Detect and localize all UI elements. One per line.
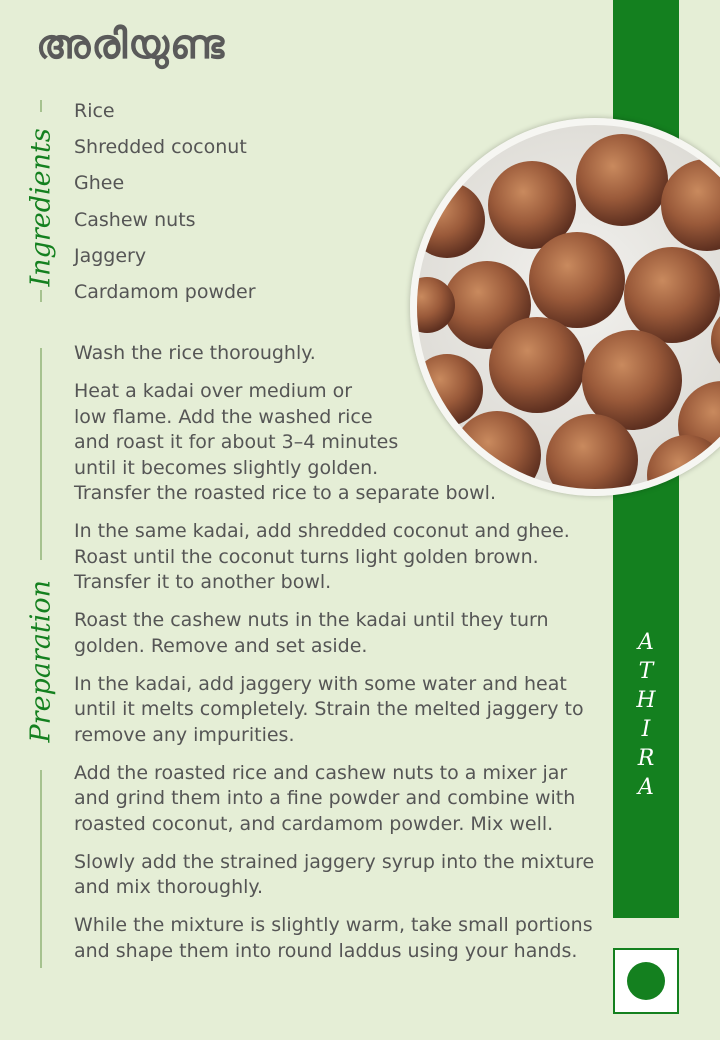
veg-dot bbox=[627, 962, 665, 1000]
laddu-ball bbox=[647, 435, 720, 489]
step-text: While the mixture is slightly warm, take small portions and shape them into round laddus using your hands. bbox=[74, 914, 593, 962]
author-letter: T bbox=[638, 659, 654, 684]
ingredients-side-label: Ingredients bbox=[25, 128, 57, 287]
author-name bbox=[613, 628, 679, 802]
vegetarian-mark-icon bbox=[613, 948, 679, 1014]
laddu-ball bbox=[624, 247, 720, 343]
ingredients-list bbox=[74, 98, 256, 315]
laddu-ball bbox=[576, 134, 668, 226]
step-text: In the same kadai, add shredded coconut and ghee. Roast until the coconut turns light golden brown. Transfer it to another bowl. bbox=[74, 520, 570, 593]
step-text: Roast the cashew nuts in the kadai until they turn golden. Remove and set aside. bbox=[74, 609, 549, 657]
laddu-ball bbox=[529, 232, 625, 328]
ingredient-item: Jaggery bbox=[74, 244, 147, 267]
author-letter: A bbox=[638, 630, 654, 655]
step-text: Heat a kadai over medium or low flame. Add the washed rice and roast it for about 3–4 minutes until it becomes slightly golden. Transfer the roasted rice to a separate bowl. bbox=[74, 380, 496, 504]
author-letter: A bbox=[638, 775, 654, 800]
author-letter: R bbox=[637, 746, 655, 771]
step-text: Wash the rice thoroughly. bbox=[74, 342, 316, 364]
laddu-ball bbox=[661, 159, 720, 251]
laddu-ball bbox=[417, 182, 485, 258]
step-text: In the kadai, add jaggery with some water and heat until it melts completely. Strain the melted jaggery to remove any impurities. bbox=[74, 672, 584, 746]
preparation-side-label: Preparation bbox=[25, 579, 57, 743]
author-letter: I bbox=[641, 717, 651, 742]
recipe-title: അരിയുണ്ട bbox=[36, 22, 226, 68]
ingredient-item: Shredded coconut bbox=[74, 136, 247, 159]
ingredient-item: Ghee bbox=[74, 172, 125, 195]
step-text: Slowly add the strained jaggery syrup into the mixture and mix thoroughly. bbox=[74, 850, 595, 898]
preparation-rule-bottom bbox=[40, 770, 42, 968]
preparation-steps bbox=[74, 341, 604, 977]
ingredients-rule-bottom bbox=[40, 290, 42, 302]
preparation-rule-top bbox=[40, 348, 42, 560]
ingredients-rule-top bbox=[40, 100, 42, 112]
ingredient-item: Cardamom powder bbox=[74, 280, 256, 303]
ingredient-item: Cashew nuts bbox=[74, 208, 196, 231]
ingredient-item: Rice bbox=[74, 100, 115, 122]
step-text: Add the roasted rice and cashew nuts to a mixer jar and grind them into a fine powder and combine with roasted coconut, and cardamom powder. Mix well. bbox=[74, 761, 576, 835]
author-letter: H bbox=[636, 688, 656, 713]
